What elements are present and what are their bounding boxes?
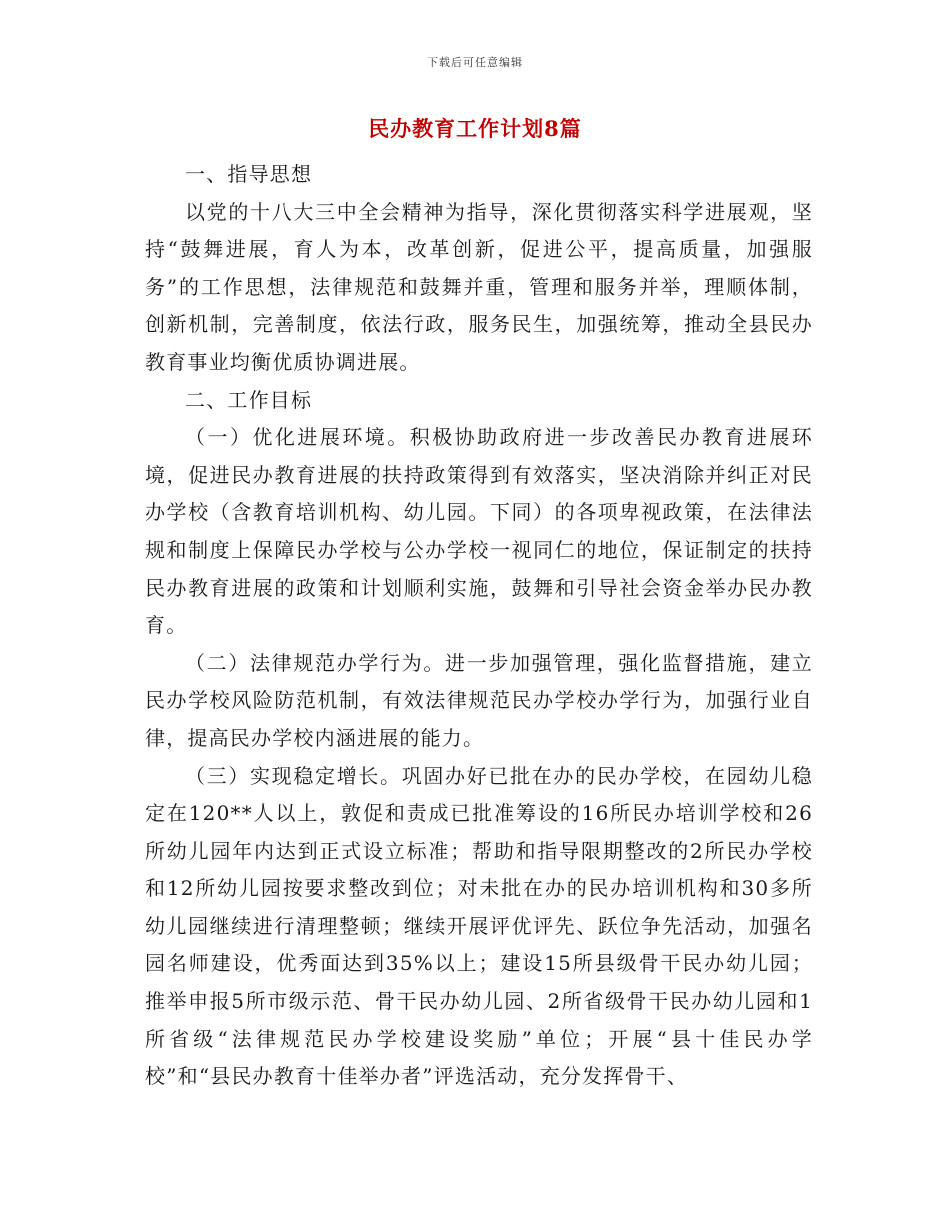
paragraph-goal-2: （二）法律规范办学行为。进一步加强管理，强化监督措施，建立民办学校风险防范机制，有效法律规范民办学校办学行为，加强行业自律，提高民办学校内涵进展的能力。	[145, 650, 813, 750]
page-header-note: 下载后可任意编辑	[427, 56, 523, 69]
document-title: 民办教育工作计划8篇	[368, 116, 582, 141]
paragraph-guiding-thought: 以党的十八大三中全会精神为指导，深化贯彻落实科学进展观，坚持“鼓舞进展，育人为本，改革创新，促进公平，提高质量，加强服务”的工作思想，法律规范和鼓舞并重，管理和服务并举，理顺体制，创新机制，完善制度，依法行政，服务民生，加强统筹，推动全县民办教育事业均衡优质协调进展。	[145, 199, 813, 374]
paragraph-goal-3: （三）实现稳定增长。巩固办好已批在办的民办学校，在园幼儿稳定在120**人以上，敦促和责成已批准筹设的16所民办培训学校和26所幼儿园年内达到正式设立标准；帮助和指导限期整改的2所民办学校和12所幼儿园按要求整改到位；对未批在办的民办培训机构和30多所幼儿园继续进行清理整顿；继续开展评优评先、跃位争先活动，加强名园名师建设，优秀面达到35%以上；建设15所县级骨干民办幼儿园；推举申报5所市级示范、骨干民办幼儿园、2所省级骨干民办幼儿园和1所省级“法律规范民办学校建设奖励”单位；开展“县十佳民办学校”和“县民办教育十佳举办者”评选活动，充分发挥骨干、	[145, 763, 813, 1089]
section-heading-work-goals: 二、工作目标	[185, 387, 313, 412]
section-heading-guiding-thought: 一、指导思想	[185, 162, 313, 186]
document-body	[145, 156, 813, 1096]
paragraph-goal-1: （一）优化进展环境。积极协助政府进一步改善民办教育进展环境，促进民办教育进展的扶持政策得到有效落实，坚决消除并纠正对民办学校（含教育培训机构、幼儿园。下同）的各项卑视政策，在法律法规和制度上保障民办学校与公办学校一视同仁的地位，保证制定的扶持民办教育进展的政策和计划顺利实施，鼓舞和引导社会资金举办民办教育。	[145, 425, 813, 638]
